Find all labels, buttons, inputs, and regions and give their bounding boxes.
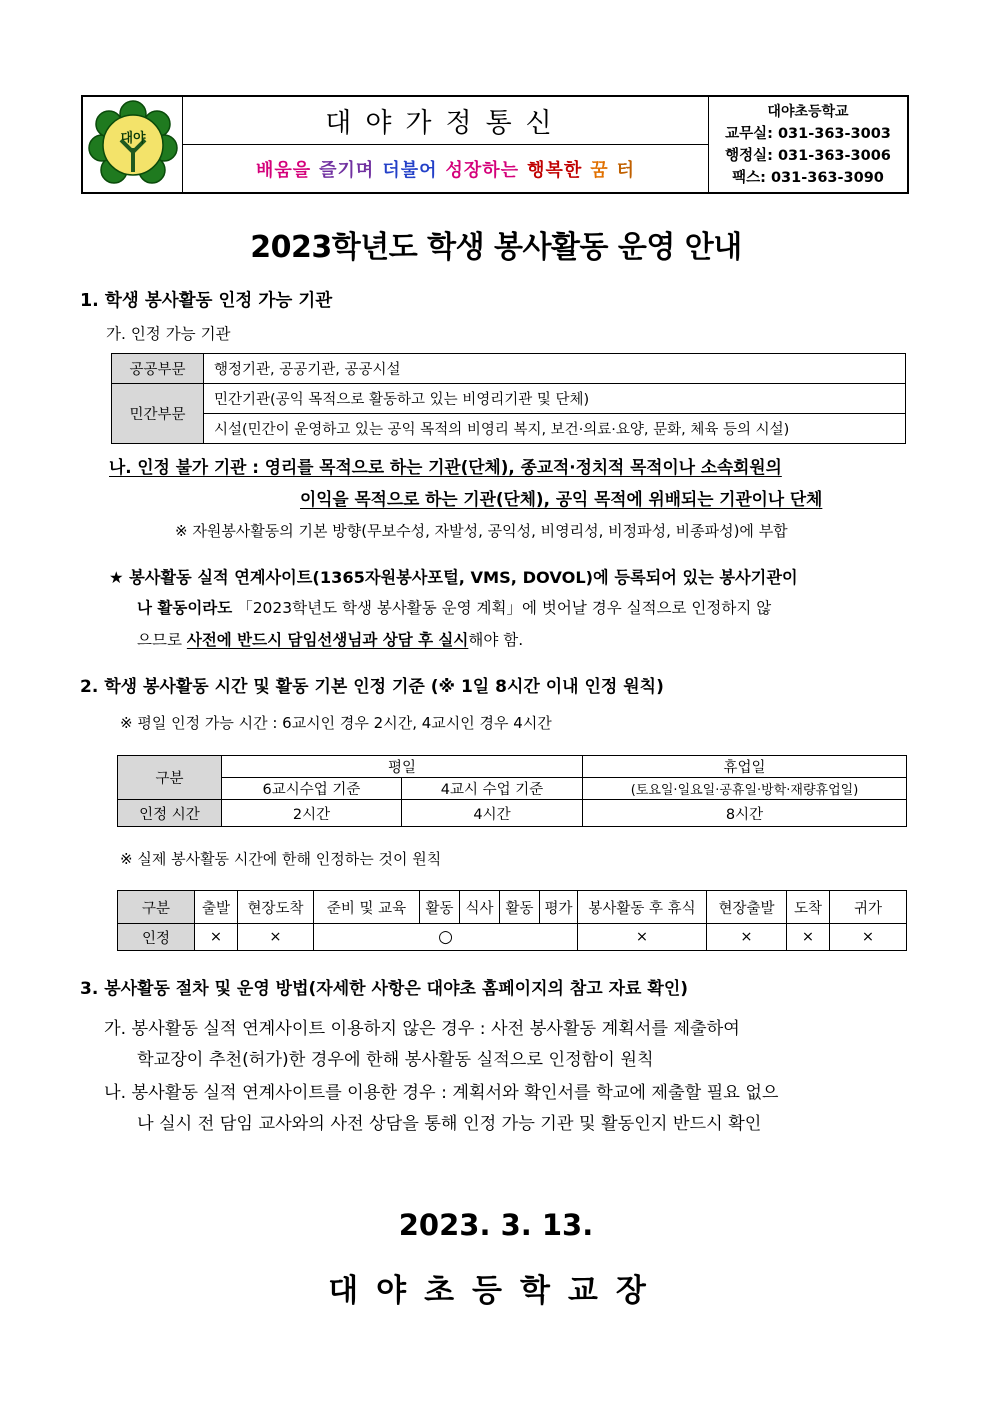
section2-note-1: ※ 평일 인정 가능 시간 : 6교시인 경우 2시간, 4교시인 경우 4시간 (120, 714, 552, 732)
newsletter-header (81, 95, 909, 194)
contact-line: 행정실: 031-363-3006 (725, 147, 891, 164)
slogan-word: 더불어 (382, 159, 438, 181)
hours-holiday-value: 8시간 (583, 800, 907, 827)
school-logo-icon (88, 100, 178, 190)
slogan-word: 터 (616, 159, 636, 181)
section3-b-line2: 나 실시 전 담임 교사와의 사전 상담을 통해 인정 가능 기관 및 활동인지 반드시 확인 (137, 1114, 762, 1134)
hours-col-head: 구분 (118, 756, 222, 800)
activity-value: × (787, 924, 830, 951)
activity-value: × (238, 924, 314, 951)
activity-head: 출발 (195, 891, 238, 924)
school-logo-cell (83, 97, 183, 192)
page-title: 2023학년도 학생 봉사활동 운영 안내 (250, 230, 742, 265)
section1-sub-b-line1: 나. 인정 불가 기관 : 영리를 목적으로 하는 기관(단체), 종교적·정치적 목적이나 소속회원의 (109, 457, 782, 477)
document-date: 2023. 3. 13. (398, 1208, 594, 1242)
section1-sub-a: 가. 인정 가능 기관 (106, 325, 231, 343)
slogan-word: 행복한 (527, 159, 583, 181)
activity-head: 봉사활동 후 휴식 (578, 891, 707, 924)
hours-holiday-head: 휴업일 (583, 756, 907, 778)
hours-weekday-head: 평일 (222, 756, 583, 778)
slogan-word: 성장하는 (445, 159, 520, 181)
section3-a-line2: 학교장이 추천(허가)한 경우에 한해 봉사활동 실적으로 인정함이 원칙 (137, 1050, 654, 1070)
table-value-public: 행정기관, 공공기관, 공공시설 (204, 354, 906, 384)
principal-signature: 대야초등학교장 (328, 1273, 664, 1309)
logo-text: 대야 (119, 130, 146, 146)
table-head-private: 민간부문 (112, 384, 204, 444)
school-slogan (183, 145, 708, 192)
hours-four-value: 4시간 (402, 800, 583, 827)
star-line-3 (137, 628, 523, 650)
section1-heading: 1. 학생 봉사활동 인정 가능 기관 (80, 291, 333, 311)
activity-head: 식사 (460, 891, 500, 924)
activity-value: × (707, 924, 787, 951)
contact-info (709, 97, 907, 192)
star-line-3-post: 해야 함. (468, 631, 524, 649)
activity-value-recognized: ○ (314, 924, 578, 951)
section3-a-line1: 가. 봉사활동 실적 연계사이트 이용하지 않은 경우 : 사전 봉사활동 계획서를 제출하여 (104, 1019, 740, 1039)
slogan-word: 꿈 (590, 159, 609, 181)
activity-head: 현장출발 (707, 891, 787, 924)
activity-head: 귀가 (830, 891, 907, 924)
contact-line: 팩스: 031-363-3090 (732, 169, 884, 186)
star-line-1: ★ 봉사활동 실적 연계사이트(1365자원봉사포털, VMS, DOVOL)에 등록되어 있는 봉사기관이 (109, 568, 798, 587)
activity-head: 평가 (540, 891, 578, 924)
activity-head: 활동 (500, 891, 540, 924)
hours-six-head: 6교시수업 기준 (222, 778, 402, 800)
table-head-public: 공공부문 (112, 354, 204, 384)
contact-school-name: 대야초등학교 (767, 103, 849, 120)
table-value-private-1: 민간기관(공익 목적으로 활동하고 있는 비영리기관 및 단체) (204, 384, 906, 414)
star-line-2-rest: 「2023학년도 학생 봉사활동 운영 계획」에 벗어날 경우 실적으로 인정하지 않 (237, 599, 772, 617)
activity-head: 현장도착 (238, 891, 314, 924)
section2-heading: 2. 학생 봉사활동 시간 및 활동 기본 인정 기준 (※ 1일 8시간 이내 인정 원칙) (80, 677, 664, 697)
slogan-word: 즐기며 (319, 159, 375, 181)
activity-value: × (195, 924, 238, 951)
hours-row-head: 인정 시간 (118, 800, 222, 827)
hours-holiday-detail: (토요일·일요일·공휴일·방학·재량휴업일) (583, 778, 907, 800)
star-line-2-bold: 나 활동이라도 (137, 599, 233, 617)
activity-row-head: 인정 (118, 924, 195, 951)
activity-head: 준비 및 교육 (314, 891, 420, 924)
hours-table (117, 755, 907, 827)
activity-head: 활동 (420, 891, 460, 924)
star-line-2 (137, 596, 771, 618)
table-value-private-2: 시설(민간이 운영하고 있는 공익 목적의 비영리 복지, 보건·의료·요양, 문화, 체육 등의 시설) (204, 414, 906, 444)
activity-col-head: 구분 (118, 891, 195, 924)
activity-table (117, 890, 907, 951)
section3-heading: 3. 봉사활동 절차 및 운영 방법(자세한 사항은 대야초 홈페이지의 참고 자료 확인) (80, 979, 689, 999)
activity-value: × (578, 924, 707, 951)
contact-line: 교무실: 031-363-3003 (725, 125, 891, 142)
newsletter-title: 대야가정통신 (183, 97, 708, 145)
section1-sub-b-line2: 이익을 목적으로 하는 기관(단체), 공익 목적에 위배되는 기관이나 단체 (300, 489, 823, 509)
section2-note-2: ※ 실제 봉사활동 시간에 한해 인정하는 것이 원칙 (120, 850, 442, 868)
slogan-word: 배움을 (255, 159, 312, 181)
star-line-3-bold: 사전에 반드시 담임선생님과 상담 후 실시 (186, 631, 469, 649)
section1-note: ※ 자원봉사활동의 기본 방향(무보수성, 자발성, 공익성, 비영리성, 비정파성, 비종파성)에 부합 (175, 522, 788, 540)
section3-b-line1: 나. 봉사활동 실적 연계사이트를 이용한 경우 : 계획서와 확인서를 학교에 제출할 필요 없으 (104, 1083, 779, 1103)
star-line-3-pre: 으므로 (137, 631, 182, 649)
activity-value: × (830, 924, 907, 951)
hours-four-head: 4교시 수업 기준 (402, 778, 583, 800)
institution-table (111, 353, 906, 444)
activity-head: 도착 (787, 891, 830, 924)
hours-six-value: 2시간 (222, 800, 402, 827)
